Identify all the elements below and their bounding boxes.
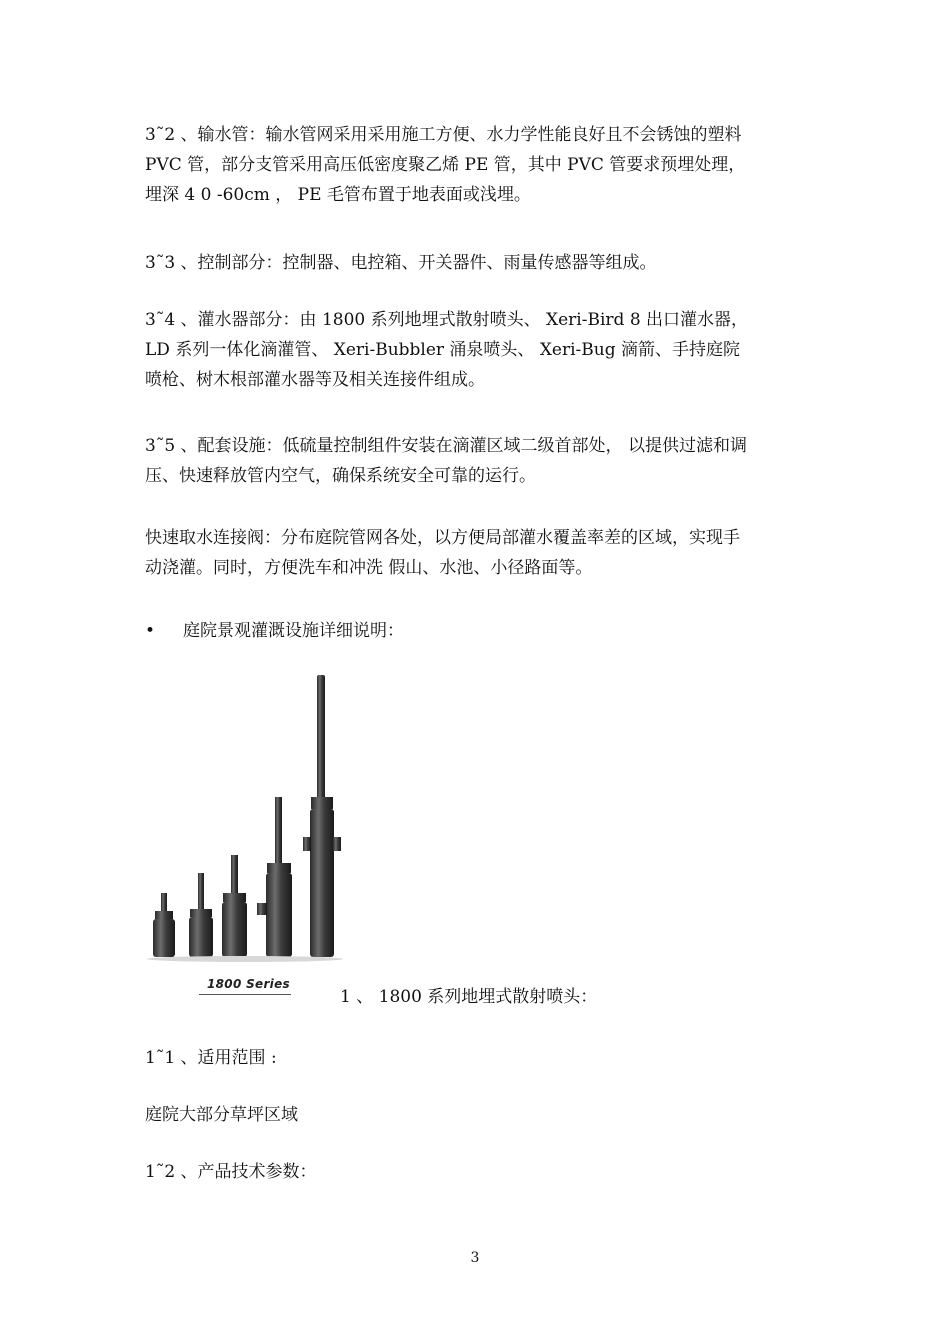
sprinkler-heads-illustration (145, 665, 345, 1005)
section-heading-scope (145, 1043, 815, 1073)
page-number: 3 (470, 1250, 480, 1266)
bullet-symbol: • (145, 621, 156, 641)
text-line: 1˜2 、产品技术参数： (145, 1162, 317, 1182)
sprinkler-head-5 (303, 675, 341, 957)
bullet-item (145, 616, 404, 646)
section-body-scope (145, 1100, 815, 1130)
paragraph-pipes (145, 120, 815, 210)
sprinkler-head-1 (153, 893, 175, 957)
section-heading-specs (145, 1157, 815, 1187)
text-line: PVC 管，部分支管采用高压低密度聚乙烯 PE 管，其中 PVC 管要求预埋处理， (145, 155, 746, 175)
text-line: 3˜3 、控制部分：控制器、电控箱、开关器件、雨量传感器等组成。 (145, 253, 657, 273)
text-line: 庭院大部分草坪区域 (145, 1105, 298, 1125)
paragraph-facilities (145, 431, 815, 491)
text-line: 1˜1 、适用范围 : (145, 1048, 277, 1068)
sprinkler-head-2 (189, 873, 213, 957)
sprinkler-figure (145, 665, 345, 1005)
text-line: 埋深 4 0 -60cm ， PE 毛管布置于地表面或浅埋。 (145, 185, 531, 205)
text-line: 3˜4 、灌水器部分：由 1800 系列地埋式散射喷头、 Xeri-Bird 8 出口灌水器， (145, 310, 749, 330)
paragraph-control (145, 248, 815, 278)
bullet-text: 庭院景观灌溉设施详细说明： (183, 621, 404, 641)
text-line: 喷枪、树木根部灌水器等及相关连接件组成。 (145, 370, 485, 390)
figure-caption: 1 、 1800 系列地埋式散射喷头： (340, 987, 598, 1007)
text-line: LD 系列一体化滴灌管、 Xeri-Bubbler 涌泉喷头、 Xeri-Bug 滴箭、手持庭院 (145, 340, 741, 360)
text-line: 3˜5 、配套设施：低硫量控制组件安装在滴灌区域二级首部处， 以提供过滤和调 (145, 436, 747, 456)
text-line: 3˜2 、输水管：输水管网采用采用施工方便、水力学性能良好且不会锈蚀的塑料 (145, 125, 742, 145)
text-line: 快速取水连接阀：分布庭院管网各处，以方便局部灌水覆盖率差的区域，实现手 (145, 528, 740, 548)
paragraph-quick-valve (145, 523, 815, 583)
text-line: 动浇灌。同时，方便洗车和冲洗 假山、水池、小径路面等。 (145, 558, 593, 578)
series-underline (199, 994, 291, 995)
sprinkler-head-3 (222, 855, 247, 957)
series-label: 1800 Series (207, 977, 290, 991)
text-line: 压、快速释放管内空气，确保系统安全可靠的运行。 (145, 466, 536, 486)
sprinkler-head-4 (257, 797, 292, 957)
paragraph-emitters (145, 305, 815, 395)
